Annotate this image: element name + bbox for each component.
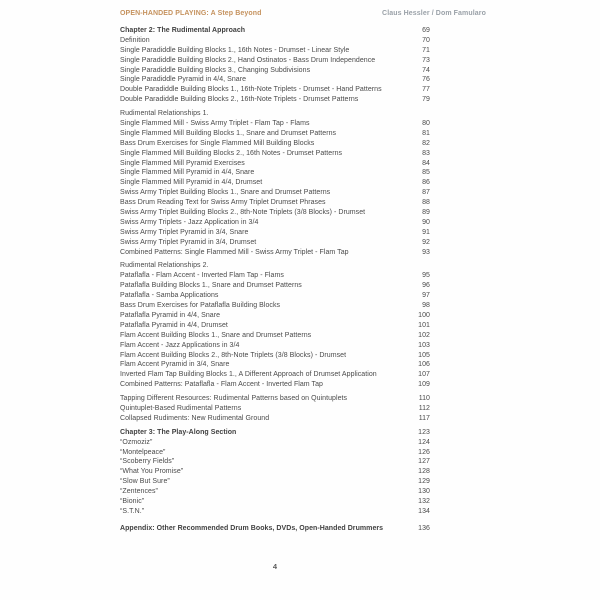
toc-row xyxy=(120,438,430,448)
toc-entry-page: 87 xyxy=(422,189,430,197)
toc-entry-page: 82 xyxy=(422,139,430,147)
toc-section xyxy=(120,524,430,534)
toc-entry-title: Single Paradiddle Building Blocks 2., Hand Ostinatos - Bass Drum Independence xyxy=(120,56,376,64)
toc-section xyxy=(120,394,430,424)
toc-entry-page: 84 xyxy=(422,159,430,167)
toc-row xyxy=(120,394,430,404)
toc-entry-page: 107 xyxy=(418,371,430,379)
toc-entry-title: Flam Accent Building Blocks 2., 8th-Note Triplets (3/8 Blocks) - Drumset xyxy=(120,351,347,359)
toc-row xyxy=(120,228,430,238)
toc-row xyxy=(120,238,430,248)
toc-section xyxy=(120,26,430,105)
toc-row xyxy=(120,46,430,56)
toc-row xyxy=(120,109,430,119)
toc-row xyxy=(120,198,430,208)
toc-entry-page: 96 xyxy=(422,282,430,290)
toc-entry-page: 123 xyxy=(418,428,430,436)
toc-row xyxy=(120,159,430,169)
toc-row xyxy=(120,188,430,198)
toc-row xyxy=(120,139,430,149)
toc-entry-page: 127 xyxy=(418,458,430,466)
toc-entry-page: 76 xyxy=(422,76,430,84)
toc-entry-title: “Zentences” xyxy=(120,488,158,496)
toc-entry-title: “Montelpeace” xyxy=(120,448,166,456)
toc-entry-title: Single Paradiddle Pyramid in 4/4, Snare xyxy=(120,76,247,84)
toc-entry-page: 93 xyxy=(422,248,430,256)
toc-entry-page: 110 xyxy=(418,395,430,403)
toc-row xyxy=(120,281,430,291)
toc-entry-title: Single Flammed Mill Pyramid in 4/4, Drumset xyxy=(120,179,263,187)
toc-entry-page: 105 xyxy=(418,351,430,359)
folio-page-number: 4 xyxy=(272,562,278,571)
toc-entry-page: 71 xyxy=(422,46,430,54)
toc-row xyxy=(120,208,430,218)
toc-entry-page: 69 xyxy=(422,27,430,34)
toc-row xyxy=(120,380,430,390)
toc-entry-title: Single Flammed Mill - Swiss Army Triplet - Flam Tap - Flams xyxy=(120,120,310,128)
toc-entry-title: Swiss Army Triplet Building Blocks 1., Snare and Drumset Patterns xyxy=(120,189,331,197)
toc-entry-title: Definition xyxy=(120,36,150,44)
toc-entry-title: Double Paradiddle Building Blocks 2., 16th-Note Triplets - Drumset Patterns xyxy=(120,96,359,104)
toc-entry-title: Single Flammed Mill Building Blocks 1., Snare and Drumset Patterns xyxy=(120,129,337,137)
toc-entry-title: Swiss Army Triplet Building Blocks 2., 8th-Note Triplets (3/8 Blocks) - Drumset xyxy=(120,209,366,217)
toc-row xyxy=(120,404,430,414)
toc-row xyxy=(120,448,430,458)
toc-entry-page: 73 xyxy=(422,56,430,64)
toc-entry-page: 117 xyxy=(418,414,430,422)
toc-row xyxy=(120,487,430,497)
toc-entry-page: 98 xyxy=(422,302,430,310)
toc-entry-title: Rudimental Relationships 1. xyxy=(120,110,209,118)
toc-row xyxy=(120,331,430,341)
toc-entry-title: Chapter 2: The Rudimental Approach xyxy=(120,27,246,34)
toc-row xyxy=(120,36,430,46)
toc-row xyxy=(120,149,430,159)
toc-entry-page: 109 xyxy=(418,381,430,389)
toc-row xyxy=(120,291,430,301)
toc-entry-page: 88 xyxy=(422,199,430,207)
toc-entry-page: 80 xyxy=(422,120,430,128)
toc-entry-page: 81 xyxy=(422,129,430,137)
toc-entry-page: 134 xyxy=(418,507,430,515)
toc-row xyxy=(120,341,430,351)
toc-entry-title: Inverted Flam Tap Building Blocks 1., A Different Approach of Drumset Application xyxy=(120,371,377,379)
toc-entry-title: Pataflafla Building Blocks 1., Snare and Drumset Patterns xyxy=(120,282,302,290)
toc-entry-page: 85 xyxy=(422,169,430,177)
toc-entry-page: 95 xyxy=(422,272,430,280)
toc-entry-page: 128 xyxy=(418,468,430,476)
toc-entry-page: 74 xyxy=(422,66,430,74)
toc-row xyxy=(120,119,430,129)
toc-entry-title: Single Flammed Mill Pyramid Exercises xyxy=(120,159,245,167)
toc-entry-title: Single Flammed Mill Pyramid in 4/4, Snare xyxy=(120,169,255,177)
toc-entry-title: Quintuplet-Based Rudimental Patterns xyxy=(120,404,242,412)
toc-entry-title: Rudimental Relationships 2. xyxy=(120,262,209,270)
toc-row xyxy=(120,261,430,271)
toc-entry-page: 70 xyxy=(422,36,430,44)
toc-entry-title: Single Paradiddle Building Blocks 3., Changing Subdivisions xyxy=(120,66,311,74)
toc-entry-title: Single Paradiddle Building Blocks 1., 16th Notes - Drumset - Linear Style xyxy=(120,46,350,54)
toc-row xyxy=(120,301,430,311)
toc-entry-page: 83 xyxy=(422,149,430,157)
toc-entry-title: Appendix: Other Recommended Drum Books, DVDs, Open-Handed Drummers xyxy=(120,524,384,532)
toc-entry-title: “What You Promise” xyxy=(120,468,184,476)
toc-entry-title: Pataflafla Pyramid in 4/4, Drumset xyxy=(120,321,228,329)
toc-entry-title: Chapter 3: The Play-Along Section xyxy=(120,428,237,436)
toc-row xyxy=(120,321,430,331)
toc-section xyxy=(120,428,430,517)
toc-entry-page: 97 xyxy=(422,292,430,300)
toc-row xyxy=(120,497,430,507)
toc-entry-page: 126 xyxy=(418,448,430,456)
toc-entry-title: Single Flammed Mill Building Blocks 2., 16th Notes - Drumset Patterns xyxy=(120,149,343,157)
toc-entry-page: 136 xyxy=(418,524,430,532)
toc-section xyxy=(120,109,430,257)
toc-entry-title: Combined Patterns: Single Flammed Mill - Swiss Army Triplet - Flam Tap xyxy=(120,248,349,256)
toc-entry-title: Combined Patterns: Pataflafla - Flam Accent - Inverted Flam Tap xyxy=(120,381,323,389)
toc-row xyxy=(120,351,430,361)
toc-row xyxy=(120,129,430,139)
toc-entry-title: Bass Drum Reading Text for Swiss Army Triplet Drumset Phrases xyxy=(120,199,326,207)
toc-entry-page: 124 xyxy=(418,438,430,446)
toc-entry-title: Tapping Different Resources: Rudimental Patterns based on Quintuplets xyxy=(120,395,348,403)
toc-entry-page: 106 xyxy=(418,361,430,369)
toc-row xyxy=(120,311,430,321)
toc-entry-page: 103 xyxy=(418,341,430,349)
toc-entry-page: 102 xyxy=(418,331,430,339)
toc-row xyxy=(120,477,430,487)
toc-entry-page: 90 xyxy=(422,218,430,226)
toc-entry-title: “Slow But Sure” xyxy=(120,478,170,486)
authors: Claus Hessler / Dom Famularo xyxy=(382,10,486,17)
toc-section xyxy=(120,261,430,390)
toc-row xyxy=(120,507,430,517)
toc-row xyxy=(120,75,430,85)
toc-row xyxy=(120,178,430,188)
toc-entry-page: 112 xyxy=(418,404,430,412)
toc-entry-page: 100 xyxy=(418,311,430,319)
toc-entry-page: 101 xyxy=(418,321,430,329)
toc-entry-title: “Bionic” xyxy=(120,497,145,505)
toc-entry-title: Swiss Army Triplet Pyramid in 3/4, Snare xyxy=(120,228,249,236)
toc-entry-page: 132 xyxy=(418,497,430,505)
toc xyxy=(120,26,430,534)
toc-entry-title: Pataflafla Pyramid in 4/4, Snare xyxy=(120,311,221,319)
toc-row xyxy=(120,168,430,178)
toc-row xyxy=(120,414,430,424)
toc-entry-title: Double Paradiddle Building Blocks 1., 16th-Note Triplets - Drumset - Hand Patterns xyxy=(120,86,382,94)
toc-entry-page: 129 xyxy=(418,478,430,486)
toc-entry-title: “Ozmoziz” xyxy=(120,438,153,446)
toc-row xyxy=(120,26,430,36)
toc-entry-title: Bass Drum Exercises for Single Flammed Mill Building Blocks xyxy=(120,139,315,147)
toc-entry-page: 77 xyxy=(422,86,430,94)
toc-entry-page: 91 xyxy=(422,228,430,236)
toc-entry-title: Flam Accent - Jazz Applications in 3/4 xyxy=(120,341,240,349)
toc-entry-page: 89 xyxy=(422,209,430,217)
toc-row xyxy=(120,95,430,105)
toc-row xyxy=(120,360,430,370)
toc-entry-title: Pataflafla - Samba Applications xyxy=(120,292,219,300)
toc-entry-page: 92 xyxy=(422,238,430,246)
toc-entry-title: “S.T.N.” xyxy=(120,507,145,515)
toc-entry-title: Pataflafla - Flam Accent - Inverted Flam Tap - Flams xyxy=(120,272,284,280)
toc-row xyxy=(120,428,430,438)
toc-row xyxy=(120,370,430,380)
toc-row xyxy=(120,248,430,258)
toc-row xyxy=(120,66,430,76)
toc-row xyxy=(120,457,430,467)
toc-entry-page: 130 xyxy=(418,488,430,496)
toc-row xyxy=(120,271,430,281)
toc-entry-page: 79 xyxy=(422,96,430,104)
running-header xyxy=(120,10,486,17)
toc-entry-title: Swiss Army Triplets - Jazz Application in 3/4 xyxy=(120,218,259,226)
toc-entry-title: Flam Accent Pyramid in 3/4, Snare xyxy=(120,361,230,369)
toc-entry-title: “Scoberry Fields” xyxy=(120,458,175,466)
toc-entry-page: 86 xyxy=(422,179,430,187)
toc-entry-title: Bass Drum Exercises for Pataflafla Building Blocks xyxy=(120,302,281,310)
toc-entry-title: Swiss Army Triplet Pyramid in 3/4, Drumset xyxy=(120,238,257,246)
toc-entry-title: Collapsed Rudiments: New Rudimental Ground xyxy=(120,414,270,422)
book-title: OPEN-HANDED PLAYING: A Step Beyond xyxy=(120,10,262,17)
toc-row xyxy=(120,85,430,95)
toc-row xyxy=(120,218,430,228)
toc-row xyxy=(120,56,430,66)
toc-row xyxy=(120,524,430,534)
toc-entry-title: Flam Accent Building Blocks 1., Snare and Drumset Patterns xyxy=(120,331,312,339)
toc-row xyxy=(120,467,430,477)
